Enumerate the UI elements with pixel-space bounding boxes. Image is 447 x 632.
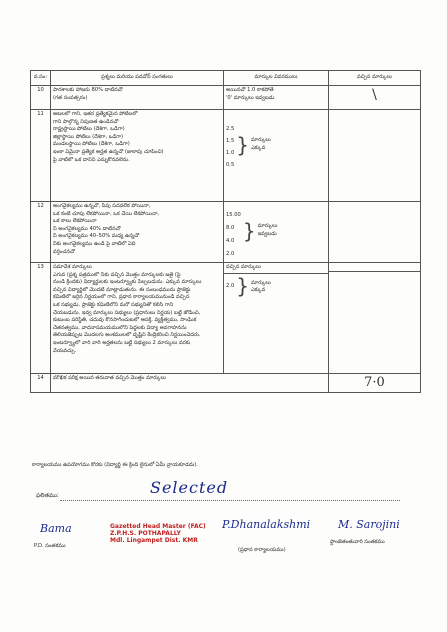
stamp-line: Z.P.H.S. POTHAPALLY [110, 530, 181, 537]
row-line: కమిటీలో జర్గిన నిర్ణయంలో గాని, ప్రధాన కార్యాలయమునుండి వచ్చిన [53, 294, 190, 301]
header-given-marks: వచ్చిన మార్కులు [329, 71, 421, 86]
row-line: వేయవచ్చు. [53, 347, 77, 354]
row-marks [224, 86, 329, 110]
row-marks-line: అయినచో 1.0 కాకపోతే [226, 87, 274, 93]
table-row [31, 374, 421, 393]
row-sno: 13 [31, 263, 51, 374]
table-header-row [31, 71, 421, 86]
row-sno: 10 [31, 86, 51, 110]
header-sno: వ.సం: [31, 71, 51, 86]
row-line: అటలలో గాని, ఇతర ప్రత్యేకమైన పోటీలలో [53, 111, 138, 117]
header-item: ప్రశ్నలు మరియు పదవోన్ సంగతులు [51, 71, 224, 86]
row-line: ఒక కాలు లేకపోయినా [53, 218, 97, 225]
table-row [31, 110, 421, 202]
marks-label: ఇవ్వబడు [257, 230, 277, 237]
stamp-line: Mdl. Lingampet Dist. KMR [110, 537, 198, 544]
mark-value: 2.0 [226, 282, 235, 289]
row-description [51, 202, 224, 263]
row-score [329, 86, 421, 110]
row-line: అంగవైకల్యము ఉన్నచో, పిపు సదవలేక పోయినా, [53, 203, 151, 209]
marks-label: మార్కులు [250, 279, 271, 286]
row-line: మౌఖిక పరీక్ష అయిన తరువాత వచ్చిన మొత్తం మార్కులు [53, 375, 166, 381]
row-line: వర్తించనచో [53, 248, 75, 255]
marks-label: ఎక్కువ [250, 144, 266, 151]
row-description [51, 86, 224, 110]
row-line: నుండి క్రిందకు) విద్యార్థులకు ఇంటర్వ్యూకు పిల్చబడును. ఎక్కువ మార్కులు [53, 279, 202, 286]
row-sno: 12 [31, 202, 51, 263]
row-line: పారశాలకు హాజరు 80% దాటినచో [53, 87, 123, 93]
right-brace-icon: } [236, 133, 249, 157]
row-sno: 14 [31, 374, 51, 393]
row-line: రాష్ట్రస్థాయి పోటీలు (దేశిగా, ఒడిగా) [53, 126, 125, 133]
right-brace-icon: } [236, 273, 249, 298]
marks-subheader: వచ్చిన మార్కులు [224, 263, 328, 274]
officer-signature: M. Sarojini [338, 518, 400, 531]
row-line: సమావేశ మార్కులు [53, 264, 92, 270]
total-score: 7·0 [364, 375, 385, 390]
result-value: Selected [150, 478, 229, 497]
row-line: కుటుంబ పరిస్థితి, చదువు కొనసాగించుటలో ఆసక్తి, వ్యక్తిత్వము, సాంఘిక [53, 317, 197, 324]
row-line: (గత సంవత్సరం) [53, 94, 88, 101]
stamp-line: Gazetted Head Master (FAC) [110, 523, 206, 530]
result-line [60, 500, 400, 501]
hm-role: (ప్రధాన కార్యాలయము) [238, 547, 286, 553]
row-description [51, 263, 224, 374]
table-row [31, 86, 421, 110]
row-sno: 11 [31, 110, 51, 202]
mark-value: 8.0 [226, 225, 235, 231]
row-score [329, 263, 421, 374]
officer-role: ఫ్లాంజెతంతువారి సంతకము [330, 539, 385, 545]
score-subheader-cell [329, 263, 420, 272]
row-score [329, 374, 421, 393]
row-line: చేతనత్వము, వాదనాసమయములోని పెద్దలకు విద్యా అవగాహనను [53, 324, 187, 331]
row-marks [224, 202, 329, 263]
row-marks [224, 263, 329, 374]
row-line: ఒక కంటి చూపు లేకపోయినా, ఒక చేయి లేకపోయినా, [53, 210, 160, 217]
row-description [51, 374, 329, 393]
row-line: చేయబడును. ఇవ్వ మార్కులు సభ్యులు (ప్రధానులు నిర్ణయ) బట్టి జోడించి, [53, 309, 201, 316]
row-line: మండలస్థాయి పోటీలు (దేశిగా, ఒడిగా) [53, 141, 130, 148]
row-line: నీ అంగవైకల్యము 40% దాటినచో [53, 225, 121, 232]
row-line: జిల్లాస్థాయి పోటీలు (దేశిగా, ఒడిగా) [53, 133, 124, 140]
row-line: నీ అంగవైకల్యము 40–50% మధ్య ఉన్నచో [53, 233, 140, 240]
mark-value: 1.5 [226, 138, 235, 144]
row-description [51, 110, 224, 202]
row-line: తెలియజెప్పుట మొదలగు అంశములలో దృష్టిని కేంద్రీకరించి నిర్ణయించెదరు. [53, 332, 201, 339]
row-score [329, 110, 421, 202]
office-use-note: కార్యాలయము ఉపయోగము కొరకు (విద్యార్థి ఈ క్రింది లైనులో ఏమీ వ్రాయకూడదు). [32, 462, 199, 468]
mark-value: 2.0 [226, 251, 235, 257]
mark-value: 15.00 [226, 212, 241, 218]
score-value: \ [372, 87, 377, 103]
row-marks [224, 110, 329, 202]
marks-label: ఎక్కువ [250, 287, 266, 294]
row-line: ఇంటర్వ్యూలో వారి వారి అర్హతలను బట్టి సభ్యులు 2 మార్కులు వరకు [53, 339, 191, 346]
marks-label: మార్కులు [250, 137, 271, 143]
table-row [31, 202, 421, 263]
row-marks-line: '0' మార్కులు ఇవ్వబడు [226, 94, 275, 101]
table-row [31, 263, 421, 374]
row-line: ఇంకా ఏమైనా ప్రత్యేక అర్హత ఉన్నచో (జులాపు చూపించి) [53, 148, 164, 155]
row-line: పై వాటిలో ఒక దానిని ఎన్నుకొనవలెను. [53, 156, 130, 163]
row-line: వచ్చిన విద్యార్థిలో మొదటి మాట్లాడుతును. ఈ సంబంధమును ప్రాజెక్టు [53, 286, 191, 293]
mark-value: 1.0 [226, 150, 235, 156]
header-marks-detail: మార్కుల వివరములు [224, 71, 329, 86]
row-score [329, 202, 421, 263]
mark-value: 4.0 [226, 238, 235, 244]
marks-label: మార్కులు [257, 223, 278, 229]
row-line: నీకు అంగవైకల్యము ఉండి పై వాటిలో ఏది [53, 240, 136, 247]
row-line: ఎగువ (ప్రశ్న పత్రములో నీకు వచ్చిన మొత్తం మార్కులకు జతై (పై [53, 271, 181, 278]
right-brace-icon: } [242, 219, 256, 243]
result-label: ఫలితము: [36, 493, 59, 499]
row-line: గాని పాల్గొన్న నిపుణత ఉండినచో [53, 118, 119, 125]
hm-signature: P.Dhanalakshmi [222, 518, 311, 531]
evaluation-table [30, 70, 421, 393]
mark-value: 2.5 [226, 126, 235, 132]
row-line: ఒక సభ్యుడు, ప్రాజెక్టు కమిటీలోని మరో సభ్యునితో కలిసి గాని [53, 301, 174, 308]
pd-role: P.D. సంతకము [34, 543, 66, 549]
pd-signature: Bama [40, 522, 72, 535]
headmaster-stamp [110, 523, 220, 544]
mark-value: 0.5 [226, 162, 235, 168]
